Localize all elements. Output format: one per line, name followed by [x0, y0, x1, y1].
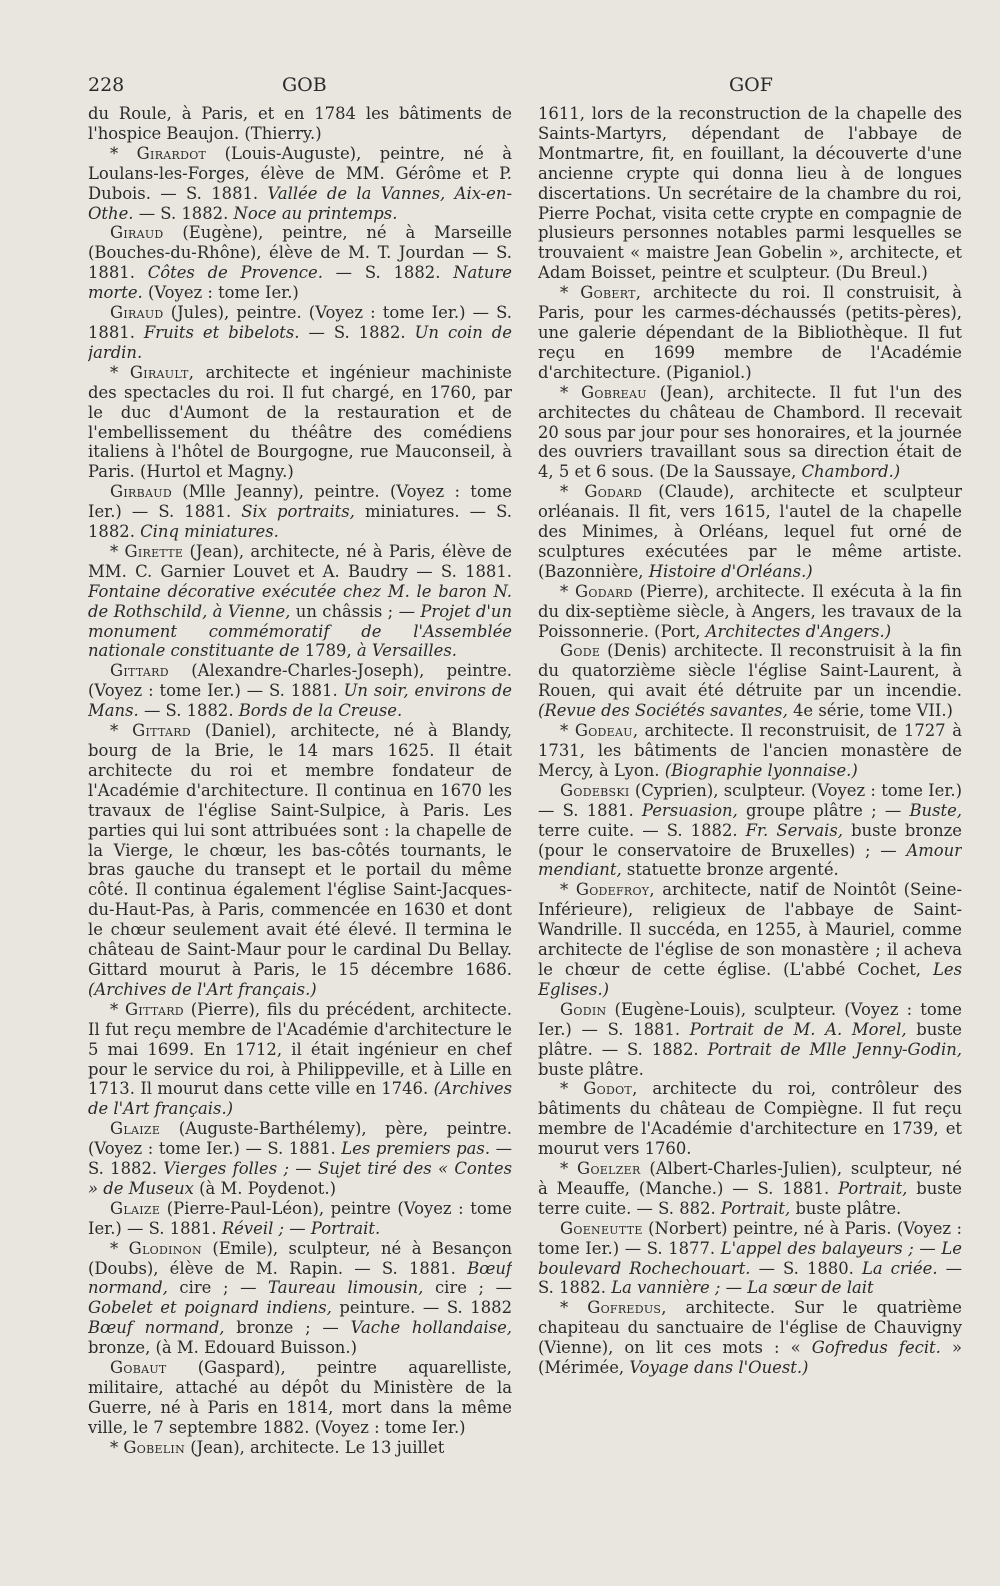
- entry-text: buste terre cuite. — S. 882.: [538, 1178, 962, 1218]
- dictionary-entry: [538, 781, 962, 881]
- entry-headword: Gittard: [125, 999, 184, 1019]
- entry-italic-text: Chambord.): [801, 462, 901, 482]
- entry-text: terre cuite. — S. 1882.: [538, 820, 746, 840]
- dictionary-entry: [538, 1079, 962, 1159]
- entry-text: *: [560, 1298, 588, 1318]
- entry-headword: Glaize: [110, 1198, 161, 1218]
- entry-text: (Eugène-Louis), sculpteur. (Voyez : tome Ier.) — S. 1881.: [538, 999, 962, 1039]
- dictionary-entry: [88, 104, 512, 144]
- entry-text: du Roule, à Paris, et en 1784 les bâtiments de l'hospice Beaujon. (Thierry.): [88, 104, 512, 143]
- entry-text: (Jean), architecte, né à Paris, élève de MM. C. Garnier Louvet et A. Baudry — S. 1881.: [88, 541, 512, 581]
- entry-text: (Cyprien), sculpteur. (Voyez : tome Ier.) — S. 1881.: [538, 780, 962, 820]
- entry-headword: Godot: [583, 1079, 633, 1099]
- entry-text: — S. 1882.: [322, 263, 454, 283]
- entry-text: *: [110, 143, 137, 163]
- entry-italic-text: Nature morte.: [88, 263, 512, 303]
- dictionary-entry: [88, 303, 512, 363]
- left-running-head: GOB: [282, 74, 327, 96]
- entry-italic-text: Voyage dans l'Ouest.): [629, 1358, 809, 1378]
- entry-italic-text: Les premiers pas.: [341, 1139, 491, 1159]
- entry-text: *: [560, 283, 581, 303]
- entry-text: , architecte et ingénieur machiniste des spectacles du roi. Il fut chargé, en 1760, par le duc d'Aumont de la restauration et de l'embellissement du théâtre des comédiens italiens à l'hôtel de Bourgogne, rue Mauconseil, à Paris. (Hurtol et Magny.): [88, 362, 512, 482]
- entry-italic-text: Portrait de Mlle Jenny-Godin,: [707, 1039, 962, 1059]
- entry-text: buste bronze (pour le conservatoire de Bruxelles) ; —: [538, 820, 962, 860]
- entry-italic-text: Bœuf normand,: [88, 1258, 512, 1298]
- entry-headword: Girardot: [136, 143, 207, 163]
- entry-text: cire ; —: [167, 1278, 269, 1298]
- entry-italic-text: Fr. Servais,: [745, 820, 844, 840]
- entry-headword: Girbaud: [110, 482, 172, 502]
- entry-text: (Voyez : tome Ier.): [142, 283, 299, 303]
- right-running-head: GOF: [729, 74, 773, 96]
- entry-text: (Norbert) peintre, né à Paris. (Voyez : tome Ier.) — S. 1877.: [538, 1218, 962, 1258]
- entry-italic-text: Taureau limousin,: [268, 1278, 424, 1298]
- entry-italic-text: Amour mendiant,: [538, 840, 962, 880]
- entry-italic-text: La vannière ; — La sœur de lait: [611, 1278, 874, 1298]
- dictionary-entry: [88, 721, 512, 1000]
- entry-headword: Gobaut: [110, 1358, 167, 1378]
- entry-italic-text: Projet d'un monument commémoratif de l'Assemblée nationale constituante de: [88, 601, 512, 661]
- entry-italic-text: Gofredus fecit.: [811, 1338, 941, 1358]
- entry-italic-text: Noce au printemps.: [233, 203, 398, 223]
- entry-text: , architecte, natif de Nointôt (Seine-Inférieure), religieux de l'abbaye de Saint-Wandrille. Il succéda, en 1255, à Mauriel, comme architecte de l'église de son monastère ; il acheva le chœur de cette église. (L'abbé Cochet,: [538, 880, 962, 979]
- entry-text: (Eugène), peintre, né à Marseille (Bouches-du-Rhône), élève de M. T. Jourdan — S. 1881.: [88, 223, 512, 283]
- entry-italic-text: Les Eglises.): [538, 959, 962, 999]
- entry-headword: Glodinon: [128, 1238, 202, 1258]
- entry-text: (Jean), architecte. Le 13 juillet: [185, 1437, 445, 1457]
- entry-text: (Pierre), fils du précédent, architecte. Il fut reçu membre de l'Académie d'architecture le 5 mai 1699. En 1712, il était ingénieur en chef pour le service du roi, à Philippeville, et à Lille en 1713. Il mourut dans cette ville en 1746.: [88, 999, 512, 1099]
- entry-text: (Pierre-Paul-Léon), peintre (Voyez : tome Ier.) — S. 1881.: [88, 1198, 512, 1238]
- entry-italic-text: (Archives de l'Art français.): [88, 979, 317, 999]
- entry-italic-text: Côtes de Provence.: [147, 263, 323, 283]
- dictionary-entry: [538, 482, 962, 582]
- entry-headword: Giraud: [110, 223, 164, 243]
- entry-text: cire ; —: [423, 1278, 512, 1298]
- entry-text: — S. 1882.: [133, 203, 234, 223]
- dictionary-entry: [538, 582, 962, 642]
- entry-text: statuette bronze argenté.: [621, 860, 839, 880]
- entry-italic-text: Un soir, environs de Mans.: [88, 681, 512, 721]
- entry-text: , architecte du roi. Il construisit, à Paris, pour les carmes-déchaussés (petits-pères), une galerie dépendant de la Bibliothèque. Il fut reçu en 1699 membre de l'Académie d'architecture. (Piganiol.): [538, 283, 962, 382]
- entry-headword: Goeneutte: [560, 1218, 643, 1238]
- dictionary-entry: [88, 661, 512, 721]
- entry-headword: Goelzer: [577, 1159, 641, 1179]
- entry-text: (Albert-Charles-Julien), sculpteur, né à Meauffe, (Manche.) — S. 1881.: [538, 1159, 962, 1198]
- entry-italic-text: Réveil ; — Portrait.: [221, 1218, 381, 1238]
- entry-text: — S. 1882.: [88, 1139, 512, 1179]
- entry-text: *: [560, 880, 576, 900]
- entry-text: bronze, (à M. Edouard Buisson.): [88, 1338, 357, 1358]
- entry-text: peinture. — S. 1882: [331, 1298, 512, 1318]
- entry-text: *: [560, 581, 575, 601]
- dictionary-entry: [88, 1358, 512, 1438]
- entry-headword: Gobreau: [580, 382, 647, 402]
- entry-italic-text: (Revue des Sociétés savantes,: [538, 701, 788, 721]
- entry-italic-text: Persuasion,: [641, 800, 738, 820]
- entry-italic-text: Portrait,: [720, 1198, 791, 1218]
- entry-italic-text: L'appel des balayeurs ; — Le boulevard Rochechouart.: [538, 1238, 962, 1278]
- entry-text: *: [110, 362, 130, 382]
- entry-headword: Godebski: [560, 780, 630, 800]
- entry-headword: Godin: [560, 999, 607, 1019]
- entry-italic-text: Bœuf normand,: [88, 1318, 225, 1338]
- dictionary-entry: [538, 104, 962, 283]
- dictionary-entry: [538, 1219, 962, 1299]
- entry-text: *: [110, 1437, 124, 1457]
- entry-text: » (Mérimée,: [538, 1338, 962, 1378]
- entry-text: (Louis-Auguste), peintre, né à Loulans-les-Forges, élève de MM. Gérôme et P. Dubois. — S. 1881.: [88, 143, 512, 203]
- page-header: [0, 74, 1000, 104]
- entry-text: (à M. Poydenot.): [193, 1178, 336, 1198]
- entry-italic-text: Un coin de jardin.: [88, 322, 512, 362]
- entry-text: (Alexandre-Charles-Joseph), peintre. (Voyez : tome Ier.) — S. 1881.: [88, 661, 512, 701]
- entry-text: *: [110, 721, 133, 741]
- entry-text: , architecte. Il reconstruisit, de 1727 à 1731, les bâtiments de l'ancien monastère de Mercy, à Lyon.: [538, 721, 962, 780]
- entry-headword: Gittard: [110, 661, 169, 681]
- entry-text: (Jules), peintre. (Voyez : tome Ier.) — S. 1881.: [88, 303, 512, 342]
- entry-italic-text: Histoire d'Orléans.): [648, 561, 813, 581]
- entry-text: groupe plâtre ; —: [737, 800, 910, 820]
- entry-italic-text: Cinq miniatures.: [140, 522, 279, 542]
- entry-text: un châssis ; —: [290, 601, 421, 621]
- entry-headword: Gofredus: [587, 1298, 662, 1318]
- entry-italic-text: Vallée de la Vannes, Aix-en-Othe.: [88, 183, 512, 223]
- entry-italic-text: Gobelet et poignard indiens,: [88, 1298, 332, 1318]
- dictionary-entry: [88, 482, 512, 542]
- entry-text: (Mlle Jeanny), peintre. (Voyez : tome Ier.) — S. 1881.: [88, 482, 512, 522]
- entry-text: *: [110, 541, 125, 561]
- dictionary-entry: [88, 1000, 512, 1119]
- entry-headword: Glaize: [110, 1119, 161, 1139]
- dictionary-entry: [88, 1239, 512, 1358]
- entry-text: buste plâtre.: [538, 1059, 644, 1079]
- entry-headword: Giraud: [110, 303, 164, 323]
- dictionary-entry: [538, 1000, 962, 1080]
- dictionary-entry: [88, 542, 512, 661]
- entry-italic-text: (Archives de l'Art français.): [88, 1079, 512, 1119]
- dictionary-entry: [538, 1298, 962, 1378]
- entry-italic-text: (Biographie lyonnaise.): [664, 760, 858, 780]
- entry-text: *: [560, 382, 581, 402]
- entry-text: — S. 1882.: [138, 701, 239, 721]
- entry-text: 1789,: [299, 641, 357, 661]
- entry-text: buste plâtre.: [790, 1198, 902, 1218]
- dictionary-entry: [88, 223, 512, 303]
- entry-italic-text: Portrait,: [838, 1178, 908, 1198]
- dictionary-entry: [538, 721, 962, 781]
- entry-text: — S. 1880.: [750, 1258, 862, 1278]
- entry-text: 1611, lors de la reconstruction de la chapelle des Saints-Martyrs, dépendant de l'abbaye de Montmartre, fit, en fouillant, la découverte d'une ancienne crypte qui donna lieu à de longues discertations. Un secrétaire de la chambre du roi, Pierre Pochat, visita cette crypte en compagnie de plusieurs personnes notables parmi lesquelles se trouvaient « maistre Jean Gobelin », architecte, et Adam Boisset, peintre et sculpteur. (Du Breul.): [538, 104, 962, 283]
- entry-text: *: [560, 1159, 578, 1179]
- entry-headword: Gobelin: [123, 1437, 186, 1457]
- entry-italic-text: Portrait de M. A. Morel,: [689, 1019, 907, 1039]
- entry-text: miniatures. — S. 1882.: [88, 502, 512, 542]
- entry-headword: Godard: [575, 581, 633, 601]
- page-number: 228: [88, 74, 125, 96]
- entry-headword: Godeau: [574, 721, 633, 741]
- entry-headword: Girette: [124, 541, 184, 561]
- entry-italic-text: Vierges folles ; — Sujet tiré des « Contes » de Museux: [88, 1159, 512, 1198]
- dictionary-entry: [538, 1159, 962, 1219]
- entry-italic-text: Vache hollandaise,: [350, 1318, 512, 1338]
- entry-headword: Godard: [584, 482, 643, 502]
- entry-text: *: [110, 999, 126, 1019]
- entry-headword: Godefroy: [575, 880, 650, 900]
- entry-text: 4e série, tome VII.): [787, 701, 953, 721]
- entry-italic-text: Fruits et bibelots.: [143, 322, 300, 342]
- entry-text: (Denis) architecte. Il reconstruisit à la fin du quatorzième siècle l'église Saint-Laurent, à Rouen, qui avait été détruite par un incendie.: [538, 641, 962, 701]
- entry-text: *: [560, 1079, 584, 1099]
- left-column: [88, 104, 512, 1544]
- entry-text: *: [110, 1238, 129, 1258]
- entry-italic-text: Bords de la Creuse.: [238, 701, 403, 721]
- dictionary-entry: [88, 363, 512, 482]
- dictionary-entry: [538, 383, 962, 483]
- entry-text: *: [560, 721, 575, 741]
- entry-italic-text: Fontaine décorative exécutée chez M. le baron N. de Rothschild, à Vienne,: [88, 581, 512, 621]
- entry-text: — S. 1882.: [538, 1258, 962, 1298]
- dictionary-entry: [88, 1438, 512, 1458]
- dictionary-entry: [88, 144, 512, 224]
- entry-italic-text: Buste,: [909, 800, 962, 820]
- entry-text: (Pierre), architecte. Il exécuta à la fin du dix-septième siècle, à Angers, les travaux de la Poissonnerie. (Port,: [538, 581, 962, 641]
- right-column: [538, 104, 962, 1544]
- entry-headword: Gode: [560, 641, 601, 661]
- entry-text: buste plâtre. — S. 1882.: [538, 1019, 962, 1059]
- dictionary-entry: [538, 880, 962, 999]
- entry-italic-text: à Versailles.: [356, 641, 457, 661]
- dictionary-entry: [538, 283, 962, 383]
- entry-headword: Gobert: [580, 283, 636, 303]
- entry-text: (Daniel), architecte, né à Blandy, bourg de la Brie, le 14 mars 1625. Il était architecte du roi et membre fondateur de l'Académie d'architecture. Il continua en 1670 les travaux de l'église Saint-Sulpice, à Paris. Les parties qui lui sont attribuées sont : la chapelle de la Vierge, le chœur, les bas-côtés tournants, le bras gauche du transept et le portail du même côté. Il continua également l'église Saint-Jacques-du-Haut-Pas, à Paris, commencée en 1630 et dont le chœur seulement avait été élevé. Il termina le château de Saint-Maur pour le cardinal Du Bellay. Gittard mourut à Paris, le 15 décembre 1686.: [88, 721, 512, 979]
- entry-text: , architecte du roi, contrôleur des bâtiments du château de Compiègne. Il fut reçu membre de l'Académie d'architecture en 1739, et mourut vers 1760.: [538, 1079, 962, 1159]
- entry-italic-text: Architectes d'Angers.): [705, 621, 892, 641]
- entry-text: (Emile), sculpteur, né à Besançon (Doubs), élève de M. Rapin. — S. 1881.: [88, 1238, 512, 1278]
- entry-text: — S. 1882.: [299, 322, 415, 342]
- entry-text: *: [560, 482, 585, 502]
- entry-text: (Claude), architecte et sculpteur orléanais. Il fit, vers 1615, l'autel de la chapelle des Minimes, à Orléans, lequel fut orné de sculptures exécutées par le même artiste. (Bazonnière,: [538, 482, 962, 581]
- entry-italic-text: La criée.: [861, 1258, 938, 1278]
- entry-text: bronze ; —: [224, 1318, 351, 1338]
- entry-headword: Girault: [129, 362, 189, 382]
- entry-text: (Jean), architecte. Il fut l'un des architectes du château de Chambord. Il recevait 20 sous par jour pour ses honoraires, et la journée des ouvriers travaillant sous sa direction était de 4, 5 et 6 sous. (De la Saussaye,: [538, 382, 962, 482]
- entry-text: , architecte. Sur le quatrième chapiteau du sanctuaire de l'église de Chauvigny (Vienne), on lit ces mots : «: [538, 1298, 962, 1358]
- dictionary-entry: [88, 1199, 512, 1239]
- entry-headword: Gittard: [132, 721, 191, 741]
- entry-text: (Gaspard), peintre aquarelliste, militaire, attaché au dépôt du Ministère de la Guerre, né à Paris en 1814, mort dans la même ville, le 7 septembre 1882. (Voyez : tome Ier.): [88, 1358, 512, 1437]
- dictionary-entry: [538, 641, 962, 721]
- entry-italic-text: Six portraits,: [241, 502, 355, 522]
- entry-text: (Auguste-Barthélemy), père, peintre. (Voyez : tome Ier.) — S. 1881.: [88, 1119, 512, 1159]
- dictionary-entry: [88, 1119, 512, 1199]
